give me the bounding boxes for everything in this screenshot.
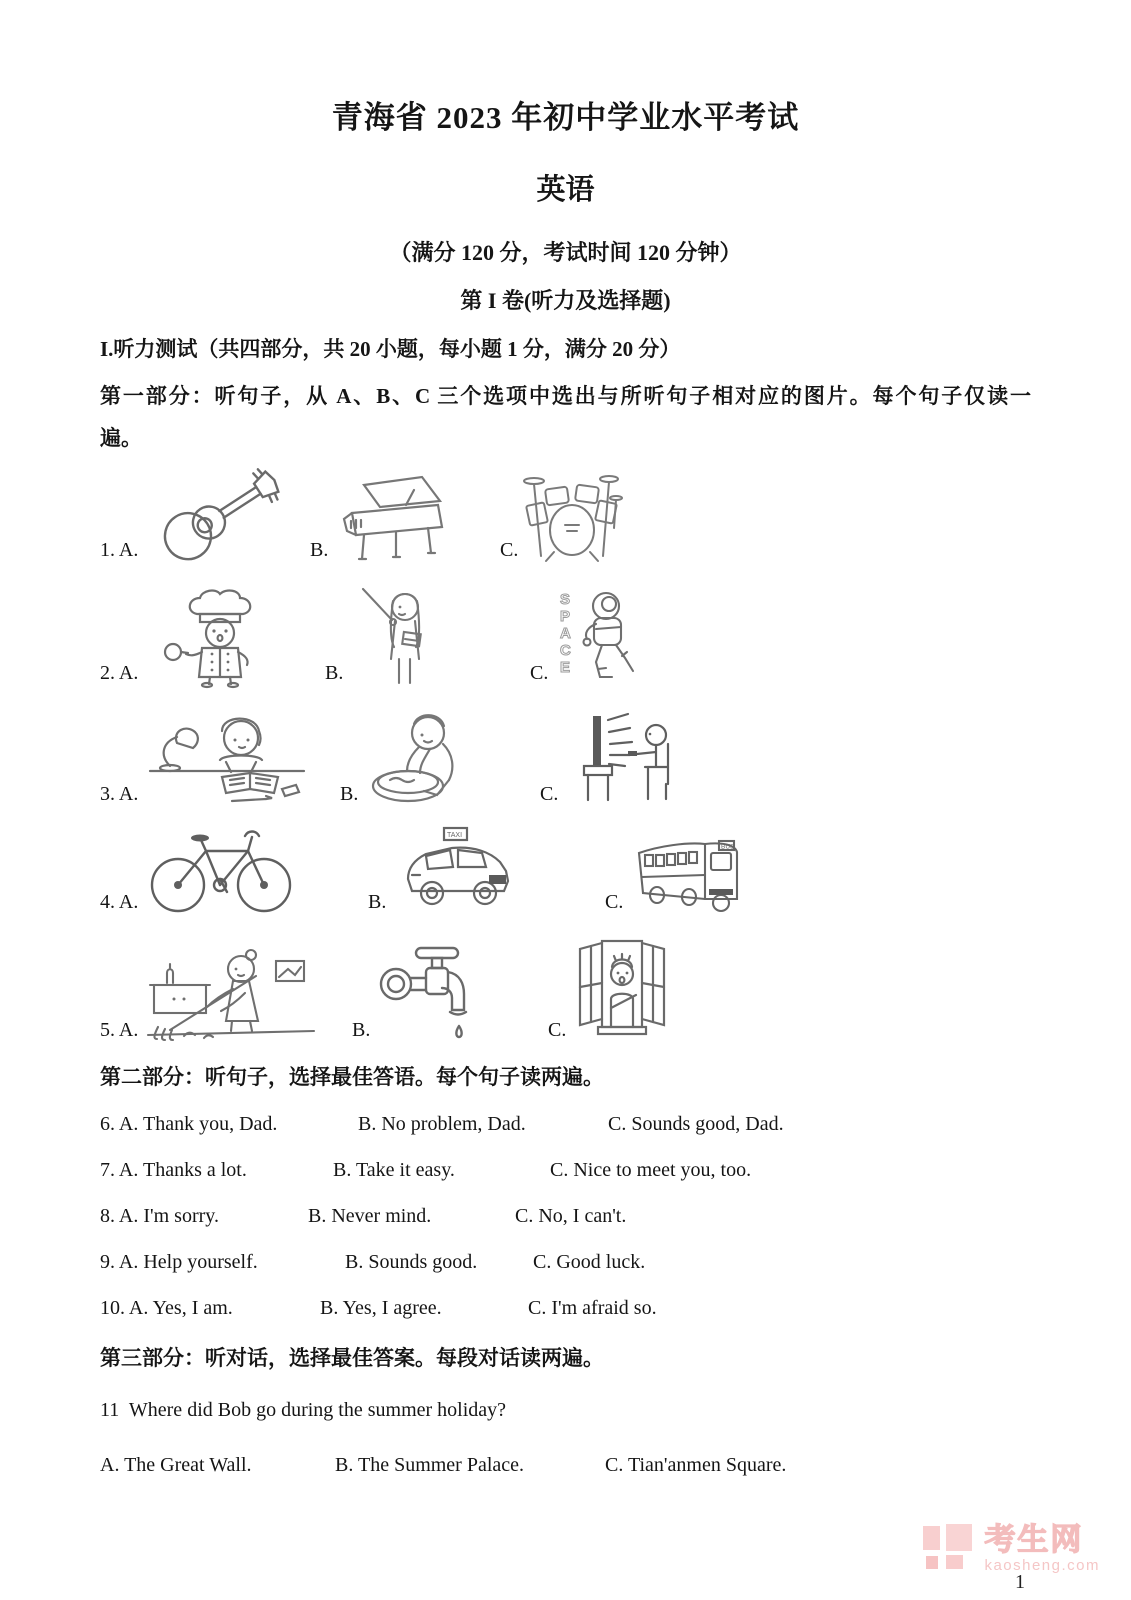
page-number: 1: [1015, 1571, 1025, 1593]
q5-option-c-label: C.: [548, 1018, 567, 1041]
exam-info-line: （满分 120 分，考试时间 120 分钟）: [389, 240, 742, 265]
part3-instructions: 第三部分：听对话，选择最佳答案。每段对话读两遍。: [100, 1345, 604, 1370]
svg-text:E: E: [560, 658, 571, 676]
chef-cooking-image: [144, 586, 279, 686]
q5-option-b-label: B.: [352, 1018, 371, 1041]
q3-option-b-label: B.: [340, 782, 359, 805]
q4-option-c: [605, 827, 1031, 915]
q8-option-c: C. No, I can't.: [515, 1204, 627, 1227]
q3-option-b: [340, 702, 540, 807]
q1-option-b: [310, 471, 500, 563]
q10-option-a: 10. A. Yes, I am.: [100, 1296, 233, 1319]
q3-option-a-label: 3. A.: [100, 782, 139, 805]
question-10: [100, 1297, 1031, 1320]
q11-option-b: B. The Summer Palace.: [335, 1453, 525, 1476]
q1-option-c: [500, 468, 1031, 563]
q8-option-b: B. Never mind.: [308, 1204, 432, 1227]
kaosheng-watermark: [923, 1524, 1100, 1574]
q9-option-c: C. Good luck.: [533, 1250, 646, 1273]
teacher-with-pointer-image: [349, 581, 444, 686]
q5-option-b: [352, 938, 548, 1043]
q7-option-a: 7. A. Thanks a lot.: [100, 1158, 247, 1181]
q5-option-c: [548, 933, 1031, 1043]
listening-section-heading: I.听力测试（共四部分，共 20 小题，每小题 1 分，满分 20 分）: [100, 337, 681, 361]
drum-kit-image: [524, 468, 619, 563]
q2-option-a: [100, 586, 325, 686]
svg-text:S: S: [560, 590, 571, 608]
question-2-picture-row: [100, 581, 1031, 686]
exam-subject: 英语: [536, 174, 595, 206]
question-4-picture-row: [100, 823, 1031, 915]
bicycle-image: [144, 823, 299, 915]
q5-option-a-label: 5. A.: [100, 1018, 139, 1041]
q6-option-b: B. No problem, Dad.: [358, 1112, 526, 1135]
person-watching-tv-image: [564, 702, 679, 807]
taxi-image: [392, 823, 522, 915]
q4-option-a: [100, 823, 368, 915]
q3-option-c-label: C.: [540, 782, 559, 805]
question-5-picture-row: [100, 933, 1031, 1043]
grand-piano-image: [334, 471, 464, 563]
volume-title: 第 I 卷(听力及选择题): [460, 288, 671, 313]
watermark-domain-text: kaosheng.com: [984, 1557, 1100, 1574]
q2-option-c-label: C.: [530, 661, 549, 684]
q2-option-b-label: B.: [325, 661, 344, 684]
q5-option-a: [100, 943, 352, 1043]
q11-option-a: A. The Great Wall.: [100, 1453, 252, 1476]
boy-at-open-window-image: [572, 933, 672, 1043]
q1-option-c-label: C.: [500, 538, 519, 561]
q2-option-b: [325, 581, 530, 686]
q7-option-c: C. Nice to meet you, too.: [550, 1158, 752, 1181]
q4-option-c-label: C.: [605, 890, 624, 913]
q8-option-a: 8. A. I'm sorry.: [100, 1204, 219, 1227]
q1-option-a-label: 1. A.: [100, 538, 139, 561]
svg-text:TAXI: TAXI: [447, 831, 463, 839]
part2-instructions: 第二部分：听句子，选择最佳答语。每个句子读两遍。: [100, 1064, 604, 1089]
guitar-image: [144, 468, 294, 563]
water-faucet-image: [376, 938, 471, 1043]
question-11-stem: 11 Where did Bob go during the summer holiday?: [100, 1398, 507, 1421]
q10-option-c: C. I'm afraid so.: [528, 1296, 657, 1319]
q7-option-b: B. Take it easy.: [333, 1158, 455, 1181]
svg-text:P: P: [560, 607, 571, 625]
watermark-brand-text: 考生网: [984, 1522, 1084, 1557]
q9-option-a: 9. A. Help yourself.: [100, 1250, 258, 1273]
q2-option-a-label: 2. A.: [100, 661, 139, 684]
woman-mopping-floor-image: [144, 943, 319, 1043]
q6-option-a: 6. A. Thank you, Dad.: [100, 1112, 278, 1135]
q1-option-a: [100, 468, 310, 563]
q1-option-b-label: B.: [310, 538, 329, 561]
svg-text:C: C: [560, 641, 572, 659]
exam-title: 青海省 2023 年初中学业水平考试: [331, 100, 800, 135]
q10-option-b: B. Yes, I agree.: [320, 1296, 442, 1319]
astronaut-space-image: [554, 586, 639, 686]
question-9: [100, 1251, 1031, 1274]
q4-option-b-label: B.: [368, 890, 387, 913]
kaosheng-logo-icon: [923, 1524, 975, 1571]
q2-option-c: [530, 586, 1031, 686]
question-1-picture-row: [100, 468, 1031, 563]
question-11-options: [100, 1454, 1031, 1477]
q11-option-c: C. Tian'anmen Square.: [605, 1453, 787, 1476]
question-7: [100, 1159, 1031, 1182]
svg-text:A: A: [560, 624, 572, 642]
question-6: [100, 1113, 1031, 1136]
svg-text:BUS: BUS: [721, 843, 735, 851]
part1-instructions-line2: 遍。: [100, 426, 142, 451]
question-3-picture-row: [100, 702, 1031, 807]
part1-instructions-line1: 第一部分：听句子，从 A、B、C 三个选项中选出与所听句子相对应的图片。每个句子仅读一: [100, 384, 1031, 409]
q6-option-c: C. Sounds good, Dad.: [608, 1112, 784, 1135]
bus-image: [629, 827, 749, 915]
question-8: [100, 1205, 1031, 1228]
q4-option-b: [368, 823, 605, 915]
q4-option-a-label: 4. A.: [100, 890, 139, 913]
q3-option-c: [540, 702, 1031, 807]
q3-option-a: [100, 707, 340, 807]
boy-reading-at-desk-image: [144, 707, 309, 807]
q9-option-b: B. Sounds good.: [345, 1250, 478, 1273]
child-washing-in-basin-image: [364, 702, 469, 807]
